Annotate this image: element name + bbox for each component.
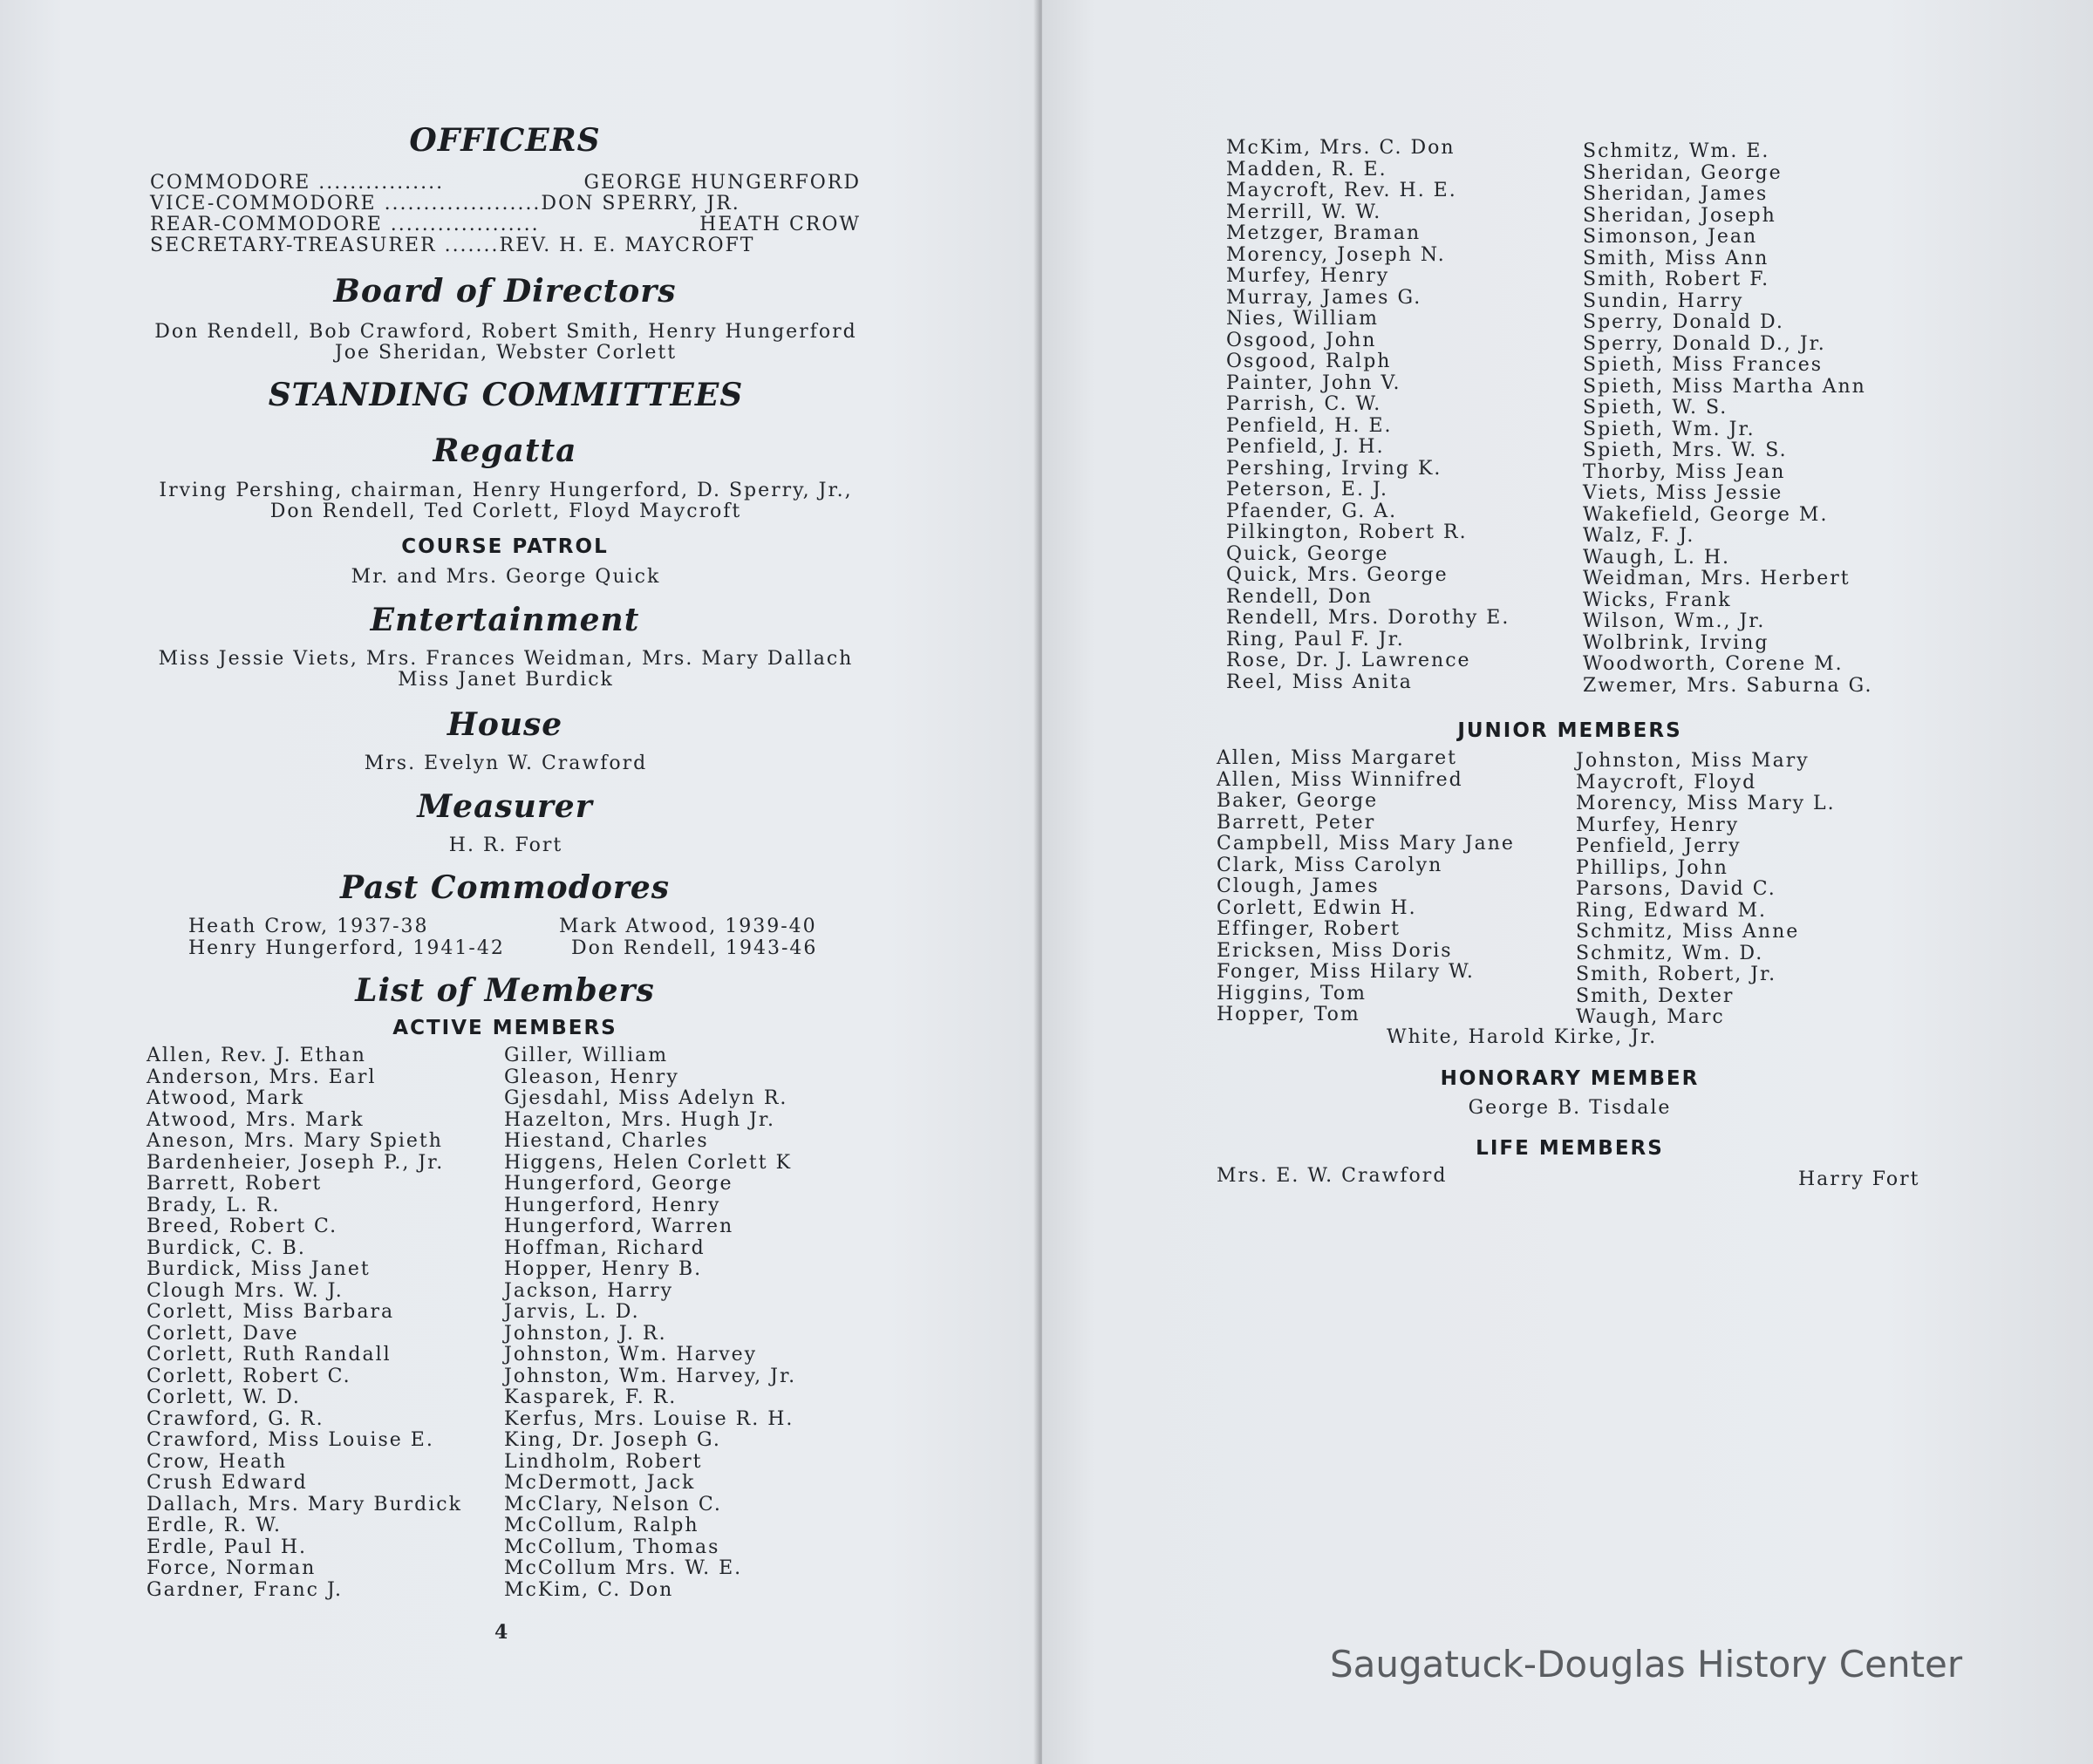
right-page [1042, 0, 2093, 1764]
member-name: Allen, Rev. J. Ethan [147, 1045, 366, 1066]
member-name: Sperry, Donald D. [1583, 311, 1784, 333]
member-name: Peterson, E. J. [1226, 479, 1389, 501]
member-name: Higgins, Tom [1217, 982, 1367, 1005]
member-name: Crawford, Miss Louise E. [147, 1429, 434, 1451]
member-name: Murray, James G. [1226, 286, 1422, 309]
member-name: Corlett, Ruth Randall [147, 1344, 392, 1366]
member-name: Allen, Miss Margaret [1217, 747, 1458, 769]
course-patrol-members: Mr. and Mrs. George Quick [351, 566, 661, 588]
past-commodore: Henry Hungerford, 1941-42 [188, 937, 505, 959]
member-name: Force, Norman [147, 1557, 317, 1579]
junior-members-col2 [1576, 751, 1836, 1029]
member-name: Burdick, C. B. [147, 1236, 306, 1259]
past-commodore: Heath Crow, 1937-38 [188, 916, 429, 937]
officer-row: VICE-COMMODORE ....................DON SPERRY, JR. [150, 193, 740, 215]
member-name: Smith, Miss Ann [1583, 247, 1769, 269]
member-name: Wolbrink, Irving [1583, 631, 1769, 654]
member-name: Penfield, Jerry [1576, 835, 1742, 857]
member-name: Murfey, Henry [1576, 814, 1740, 836]
measurer-heading: Measurer [417, 788, 593, 825]
member-name: Osgood, John [1226, 329, 1377, 351]
member-name: Hiestand, Charles [504, 1130, 709, 1152]
life-member: Mrs. E. W. Crawford [1217, 1165, 1448, 1187]
member-name: Spieth, Miss Frances [1583, 354, 1824, 376]
member-name: McKim, Mrs. C. Don [1226, 137, 1456, 159]
active-members-heading: ACTIVE MEMBERS [392, 1017, 617, 1039]
course-patrol-heading: COURSE PATROL [401, 535, 609, 558]
active-members-col2 [504, 1045, 796, 1601]
member-name: Waugh, Marc [1576, 1006, 1725, 1028]
member-name: Clark, Miss Carolyn [1217, 854, 1443, 876]
active-members-col3 [1226, 138, 1510, 693]
member-name: Parsons, David C. [1576, 878, 1776, 900]
member-name: Waugh, L. H. [1583, 546, 1730, 569]
member-name: Kerfus, Mrs. Louise R. H. [504, 1407, 794, 1430]
active-members-col1 [147, 1045, 462, 1601]
member-name: Osgood, Ralph [1226, 351, 1392, 372]
member-name: Maycroft, Rev. H. E. [1226, 180, 1457, 201]
member-name: Weidman, Mrs. Herbert [1583, 568, 1851, 589]
member-name: Parrish, C. W. [1226, 393, 1382, 415]
member-name: Hungerford, Warren [504, 1216, 734, 1237]
measurer-name: H. R. Fort [448, 834, 563, 856]
member-name: Gleason, Henry [504, 1066, 679, 1088]
officer-row: COMMODORE ................ GEORGE HUNGERFORD [150, 172, 861, 194]
member-name: Barrett, Peter [1217, 811, 1376, 834]
member-name: Gardner, Franc J. [147, 1578, 344, 1601]
standing-committees-heading: STANDING COMMITTEES [268, 377, 744, 413]
member-name: Morency, Joseph N. [1226, 243, 1446, 266]
member-name: McClary, Nelson C. [504, 1493, 722, 1515]
member-name: Giller, William [504, 1045, 669, 1066]
house-heading: House [447, 706, 563, 743]
member-name: Hoffman, Richard [504, 1236, 706, 1259]
member-name: Reel, Miss Anita [1226, 671, 1413, 693]
member-name: Sheridan, George [1583, 161, 1783, 184]
member-name: Crow, Heath [147, 1450, 288, 1473]
member-name: McKim, C. Don [504, 1578, 674, 1601]
board-heading: Board of Directors [333, 273, 677, 310]
member-name: Wakefield, George M. [1583, 503, 1829, 526]
member-name: Ring, Paul F. Jr. [1226, 628, 1405, 650]
regatta-members: Irving Pershing, chairman, Henry Hungerford, D. Sperry, Jr., Don Rendell, Ted Corlett, Floyd Maycroft [159, 480, 853, 522]
member-name: Pilkington, Robert R. [1226, 521, 1468, 543]
member-name: Smith, Dexter [1576, 984, 1735, 1007]
member-name: Dallach, Mrs. Mary Burdick [147, 1493, 462, 1515]
member-name: McDermott, Jack [504, 1472, 696, 1494]
member-name: Penfield, J. H. [1226, 436, 1385, 458]
member-name: Hungerford, Henry [504, 1194, 721, 1216]
member-name: Corlett, Robert C. [147, 1365, 351, 1387]
member-name: Higgens, Helen Corlett K [504, 1151, 793, 1174]
member-name: Spieth, Wm. Jr. [1583, 418, 1756, 440]
member-name: McCollum, Ralph [504, 1515, 699, 1536]
member-name: Brady, L. R. [147, 1194, 281, 1216]
member-name: Johnston, J. R. [504, 1322, 667, 1345]
member-name: Rose, Dr. J. Lawrence [1226, 650, 1471, 671]
history-center-watermark: Saugatuck-Douglas History Center [1330, 1643, 1963, 1686]
life-member: Harry Fort [1798, 1168, 1920, 1190]
past-commodore: Mark Atwood, 1939-40 [559, 916, 817, 937]
member-name: Woodworth, Corene M. [1583, 653, 1844, 675]
entertainment-heading: Entertainment [370, 602, 640, 638]
officer-row: REAR-COMMODORE ................... HEATH CROW [150, 214, 861, 235]
member-name: Corlett, Dave [147, 1322, 299, 1345]
member-name: Barrett, Robert [147, 1173, 323, 1195]
member-name: McCollum, Thomas [504, 1536, 720, 1558]
member-name: Pfaender, G. A. [1226, 500, 1398, 522]
member-name: Effinger, Robert [1217, 918, 1401, 940]
officer-row: SECRETARY-TREASURER .......REV. H. E. MAYCROFT [150, 235, 755, 256]
member-name: Schmitz, Wm. E. [1583, 140, 1770, 162]
member-name: Baker, George [1217, 790, 1379, 812]
member-name: Atwood, Mrs. Mark [147, 1108, 365, 1131]
member-name: Zwemer, Mrs. Saburna G. [1583, 674, 1873, 697]
member-name: Aneson, Mrs. Mary Spieth [147, 1130, 443, 1152]
member-name: Wicks, Frank [1583, 589, 1732, 611]
member-name: Spieth, Miss Martha Ann [1583, 375, 1866, 398]
member-name: Maycroft, Floyd [1576, 771, 1757, 793]
member-name: Johnston, Wm. Harvey [504, 1344, 758, 1366]
member-name: Schmitz, Miss Anne [1576, 921, 1800, 943]
member-name: Morency, Miss Mary L. [1576, 793, 1836, 814]
member-name: Erdle, R. W. [147, 1515, 283, 1536]
member-name: Lindholm, Robert [504, 1450, 703, 1473]
member-name: Corlett, Edwin H. [1217, 896, 1417, 919]
officers-heading: OFFICERS [409, 122, 601, 159]
junior-members-col1 [1217, 748, 1515, 1026]
member-name: Spieth, W. S. [1583, 397, 1728, 419]
member-name: Smith, Robert F. [1583, 269, 1770, 290]
past-commodores-heading: Past Commodores [339, 869, 671, 906]
member-name: Wilson, Wm., Jr. [1583, 610, 1766, 632]
junior-member-last: White, Harold Kirke, Jr. [1387, 1026, 1658, 1048]
member-name: Crawford, G. R. [147, 1407, 324, 1430]
member-name: Merrill, W. W. [1226, 201, 1382, 223]
member-name: Johnston, Miss Mary [1576, 750, 1810, 772]
active-members-col4 [1583, 141, 1872, 697]
member-name: Campbell, Miss Mary Jane [1217, 833, 1515, 855]
member-name: Erdle, Paul H. [147, 1536, 308, 1558]
member-name: Simonson, Jean [1583, 226, 1758, 248]
member-name: Hungerford, George [504, 1173, 733, 1195]
member-name: Metzger, Braman [1226, 222, 1421, 244]
member-name: Pershing, Irving K. [1226, 457, 1442, 480]
honorary-member-name: George B. Tisdale [1468, 1097, 1672, 1119]
member-name: Jarvis, L. D. [504, 1301, 640, 1323]
left-page [0, 0, 1042, 1764]
member-name: Kasparek, F. R. [504, 1386, 678, 1408]
member-name: Fonger, Miss Hilary W. [1217, 961, 1475, 983]
past-commodore: Don Rendell, 1943-46 [571, 937, 818, 959]
member-name: Walz, F. J. [1583, 525, 1695, 547]
member-name: Atwood, Mark [147, 1087, 305, 1109]
member-name: Johnston, Wm. Harvey, Jr. [504, 1365, 797, 1387]
member-name: Corlett, W. D. [147, 1386, 301, 1408]
member-name: Clough Mrs. W. J. [147, 1279, 344, 1302]
junior-members-heading: JUNIOR MEMBERS [1457, 719, 1682, 742]
house-members: Mrs. Evelyn W. Crawford [364, 753, 648, 774]
member-name: Clough, James [1217, 875, 1380, 897]
member-name: Hazelton, Mrs. Hugh Jr. [504, 1108, 776, 1131]
member-name: Viets, Miss Jessie [1583, 482, 1783, 504]
member-name: Ring, Edward M. [1576, 899, 1768, 922]
member-name: Sheridan, James [1583, 183, 1769, 205]
list-of-members-heading: List of Members [355, 972, 655, 1009]
board-members: Don Rendell, Bob Crawford, Robert Smith, Henry Hungerford Joe Sheridan, Webster Corlett [154, 321, 857, 364]
member-name: Schmitz, Wm. D. [1576, 942, 1764, 964]
member-name: Painter, John V. [1226, 371, 1401, 394]
member-name: Madden, R. E. [1226, 158, 1387, 180]
entertainment-members: Miss Jessie Viets, Mrs. Frances Weidman, Mrs. Mary Dallach Miss Janet Burdick [158, 648, 854, 691]
member-name: Corlett, Miss Barbara [147, 1301, 395, 1323]
member-name: Hopper, Henry B. [504, 1258, 703, 1280]
member-name: Jackson, Harry [504, 1279, 674, 1302]
member-name: Gjesdahl, Miss Adelyn R. [504, 1087, 788, 1109]
member-name: McCollum Mrs. W. E. [504, 1557, 743, 1579]
member-name: Crush Edward [147, 1472, 308, 1494]
member-name: Hopper, Tom [1217, 1004, 1360, 1025]
member-name: Smith, Robert, Jr. [1576, 964, 1777, 985]
member-name: Sperry, Donald D., Jr. [1583, 332, 1826, 355]
member-name: Phillips, John [1576, 856, 1728, 879]
regatta-heading: Regatta [433, 432, 577, 469]
life-members-heading: LIFE MEMBERS [1476, 1137, 1664, 1160]
member-name: Murfey, Henry [1226, 265, 1390, 287]
member-name: Rendell, Don [1226, 585, 1373, 608]
member-name: Quick, Mrs. George [1226, 564, 1449, 586]
member-name: Anderson, Mrs. Earl [147, 1066, 377, 1088]
page-number: 4 [494, 1621, 510, 1644]
member-name: Spieth, Mrs. W. S. [1583, 439, 1788, 461]
member-name: Sheridan, Joseph [1583, 204, 1776, 227]
honorary-member-heading: HONORARY MEMBER [1440, 1067, 1700, 1090]
officers-list [150, 173, 861, 256]
member-name: Nies, William [1226, 308, 1379, 330]
member-name: Penfield, H. E. [1226, 414, 1393, 437]
member-name: Bardenheier, Joseph P., Jr. [147, 1151, 445, 1174]
member-name: Rendell, Mrs. Dorothy E. [1226, 607, 1510, 629]
member-name: King, Dr. Joseph G. [504, 1429, 721, 1451]
member-name: Quick, George [1226, 542, 1389, 565]
member-name: Thorby, Miss Jean [1583, 460, 1786, 483]
member-name: Ericksen, Miss Doris [1217, 939, 1453, 962]
member-name: Sundin, Harry [1583, 289, 1744, 312]
member-name: Burdick, Miss Janet [147, 1258, 371, 1280]
member-name: Allen, Miss Winnifred [1217, 768, 1463, 791]
member-name: Breed, Robert C. [147, 1216, 338, 1237]
